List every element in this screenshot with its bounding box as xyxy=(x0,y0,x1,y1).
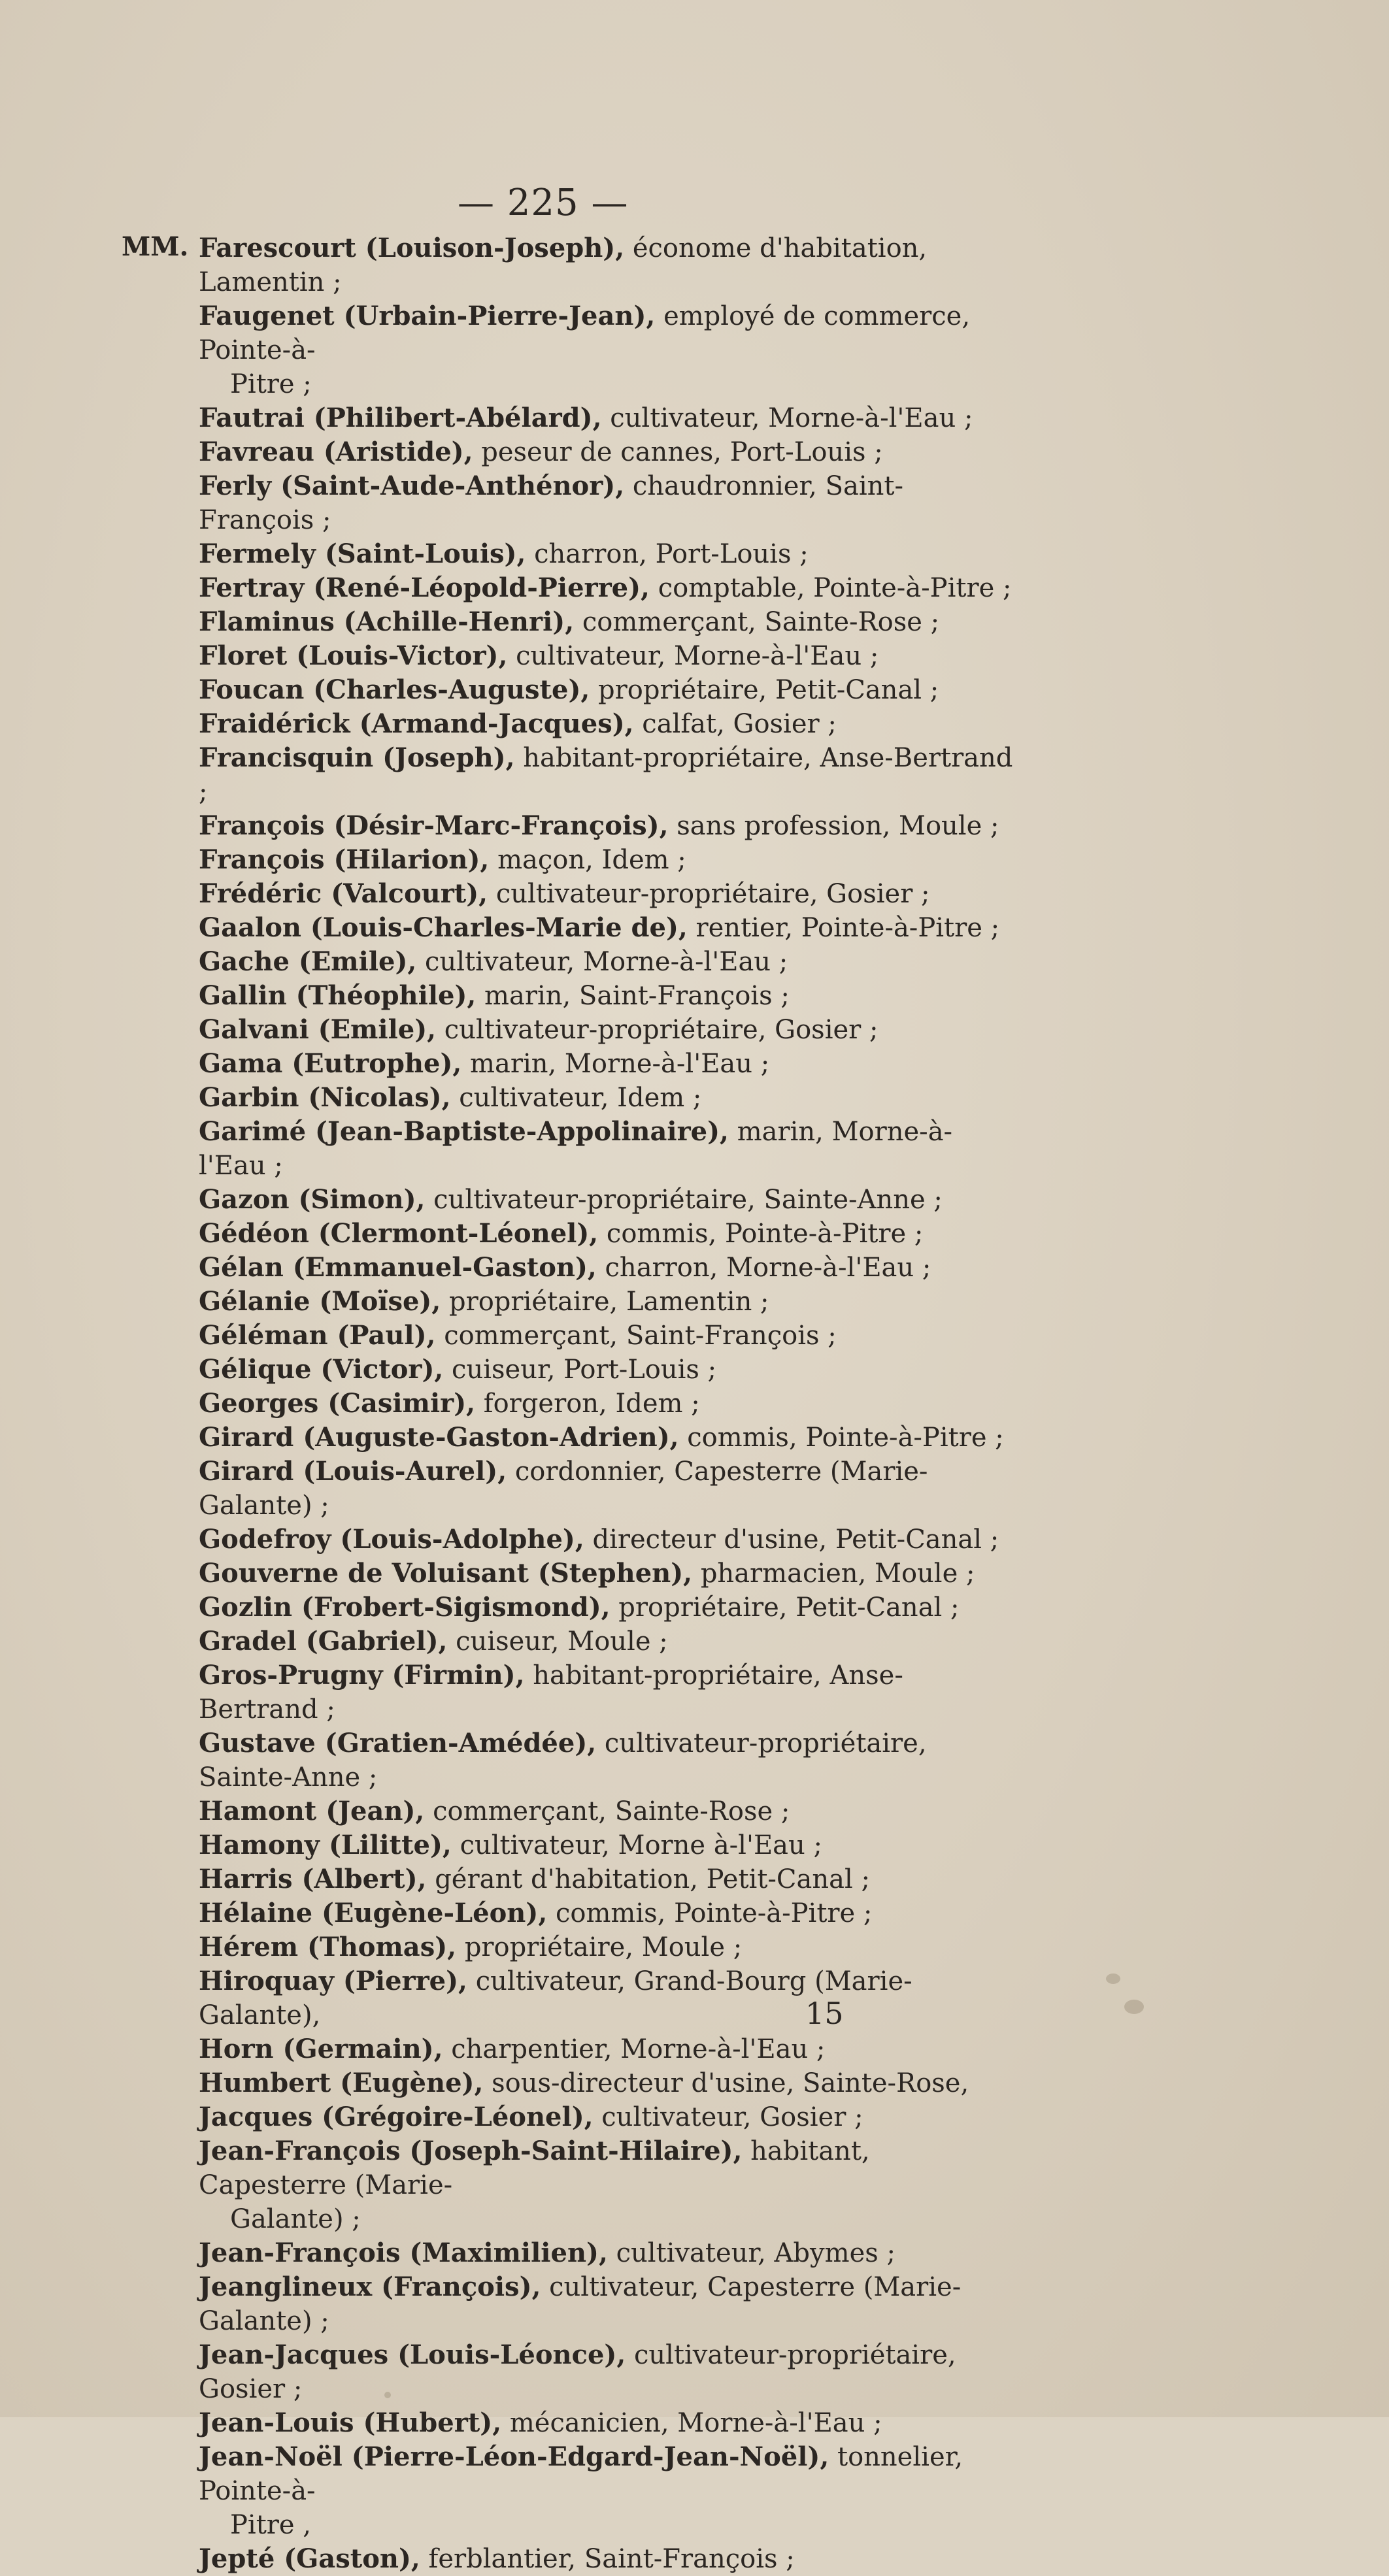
entry-detail: cuiseur, Port-Louis ; xyxy=(452,1355,717,1385)
entry-name: Gradel (Gabriel), xyxy=(199,1626,448,1657)
entry-detail: cuiseur, Moule ; xyxy=(456,1627,668,1657)
entry-name: Favreau (Aristide), xyxy=(199,437,473,467)
list-item xyxy=(122,707,1017,741)
list-item xyxy=(122,2338,1017,2406)
entry-continuation: Galante) ; xyxy=(230,2204,361,2234)
list-item xyxy=(122,1183,1017,1217)
list-item xyxy=(122,231,1017,299)
entry-name: Fermely (Saint-Louis), xyxy=(199,538,526,569)
entry-detail: maçon, Idem ; xyxy=(497,845,686,875)
list-item xyxy=(122,2270,1017,2338)
list-item xyxy=(122,605,1017,639)
entry-name: Francisquin (Joseph), xyxy=(199,742,515,773)
entry-detail: directeur d'usine, Petit-Canal ; xyxy=(592,1525,999,1555)
entry-name: Garbin (Nicolas), xyxy=(199,1082,451,1113)
entry-name: Gédéon (Clermont-Léonel), xyxy=(199,1218,599,1249)
entry-detail: charron, Morne-à-l'Eau ; xyxy=(605,1253,931,1283)
entry-name: Jacques (Grégoire-Léonel), xyxy=(199,2102,594,2132)
entry-detail: habitant-propriétaire, Anse-Bertrand ; xyxy=(199,1660,903,1725)
entry-name: Georges (Casimir), xyxy=(199,1388,476,1419)
entry-name: Fertray (René-Léopold-Pierre), xyxy=(199,572,650,603)
list-item xyxy=(122,1557,1017,1591)
list-item xyxy=(122,741,1017,809)
entry-detail: commerçant, Sainte-Rose ; xyxy=(582,607,940,637)
entry-detail: charpentier, Morne-à-l'Eau ; xyxy=(451,2034,826,2064)
entry-name: Jepté (Gaston), xyxy=(199,2543,420,2574)
list-item xyxy=(122,299,1017,401)
list-item xyxy=(122,1217,1017,1251)
entry-detail: commis, Pointe-à-Pitre ; xyxy=(606,1219,924,1249)
entry-name: Godefroy (Louis-Adolphe), xyxy=(199,1524,584,1555)
list-item xyxy=(122,1251,1017,1285)
entry-name: Farescourt (Louison-Joseph), xyxy=(199,233,625,263)
entry-detail: sans profession, Moule ; xyxy=(677,811,999,841)
entry-name: Gros-Prugny (Firmin), xyxy=(199,1660,525,1691)
list-item xyxy=(122,1115,1017,1183)
entry-name: Garimé (Jean-Baptiste-Appolinaire), xyxy=(199,1116,729,1147)
entry-detail: commerçant, Saint-François ; xyxy=(444,1321,837,1351)
entry-detail: cultivateur, Morne-à-l'Eau ; xyxy=(516,641,879,671)
entry-detail: charron, Port-Louis ; xyxy=(534,539,809,569)
entry-name: Gélanie (Moïse), xyxy=(199,1286,441,1317)
entry-name: Harris (Albert), xyxy=(199,1864,427,1894)
entry-name: Ferly (Saint-Aude-Anthénor), xyxy=(199,471,625,501)
list-item xyxy=(122,571,1017,605)
list-item xyxy=(122,1930,1017,1964)
list-item xyxy=(122,1828,1017,1862)
entry-continuation: Pitre ; xyxy=(230,369,312,399)
entry-name: Géléman (Paul), xyxy=(199,1320,436,1351)
list-item xyxy=(122,1591,1017,1625)
entry-name: Faugenet (Urbain-Pierre-Jean), xyxy=(199,301,656,331)
paper-stain xyxy=(1124,2000,1144,2014)
entry-name: Horn (Germain), xyxy=(199,2034,443,2064)
signature-mark: 15 xyxy=(805,1996,844,2031)
paper-stain xyxy=(1106,1973,1120,1984)
list-item xyxy=(122,1896,1017,1930)
list-item xyxy=(122,2236,1017,2270)
list-item xyxy=(122,1353,1017,1387)
entry-detail: économe d'habitation, Lamentin ; xyxy=(199,233,928,297)
entry-detail: cultivateur, Grand-Bourg (Marie-Galante), xyxy=(199,1966,912,2030)
entry-name: Hérem (Thomas), xyxy=(199,1932,457,1962)
entry-detail: cultivateur, Morne-à-l'Eau ; xyxy=(425,947,788,977)
entry-detail: propriétaire, Petit-Canal ; xyxy=(598,675,939,705)
entry-detail: cordonnier, Capesterre (Marie-Galante) ; xyxy=(199,1457,928,1521)
entry-detail: commis, Pointe-à-Pitre ; xyxy=(687,1423,1004,1453)
list-item xyxy=(122,877,1017,911)
entry-detail: mécanicien, Morne-à-l'Eau ; xyxy=(509,2408,882,2438)
list-item xyxy=(122,1387,1017,1421)
list-item xyxy=(122,1013,1017,1047)
entry-name: Gazon (Simon), xyxy=(199,1184,426,1215)
entry-name: Gache (Emile), xyxy=(199,946,417,977)
entry-name: Fraidérick (Armand-Jacques), xyxy=(199,708,634,739)
entry-detail: cultivateur-propriétaire, Gosier ; xyxy=(444,1015,879,1045)
entry-detail: marin, Saint-François ; xyxy=(484,981,790,1011)
list-item xyxy=(122,1794,1017,1828)
list-item xyxy=(122,673,1017,707)
list-item xyxy=(122,1285,1017,1319)
list-item xyxy=(122,1455,1017,1523)
entry-detail: pharmacien, Moule ; xyxy=(700,1559,975,1589)
entry-detail: rentier, Pointe-à-Pitre ; xyxy=(695,913,1000,943)
entry-detail: cultivateur, Idem ; xyxy=(459,1083,702,1113)
entry-name: Fautrai (Philibert-Abélard), xyxy=(199,403,602,433)
entry-detail: cultivateur, Gosier ; xyxy=(601,2102,863,2132)
list-item xyxy=(122,2100,1017,2134)
entry-detail: cultivateur, Morne-à-l'Eau ; xyxy=(610,403,973,433)
list-item xyxy=(122,2440,1017,2542)
entry-name: Gallin (Théophile), xyxy=(199,980,477,1011)
entry-name: Gélique (Victor), xyxy=(199,1354,444,1385)
entry-detail: comptable, Pointe-à-Pitre ; xyxy=(658,573,1012,603)
list-item xyxy=(122,1421,1017,1455)
entry-detail: marin, Morne-à-l'Eau ; xyxy=(470,1049,770,1079)
list-item xyxy=(122,537,1017,571)
list-item xyxy=(122,1625,1017,1659)
entry-detail: calfat, Gosier ; xyxy=(642,709,837,739)
entry-name: François (Désir-Marc-François), xyxy=(199,810,669,841)
entry-name: Gama (Eutrophe), xyxy=(199,1048,462,1079)
list-item xyxy=(122,2032,1017,2066)
list-item xyxy=(122,1523,1017,1557)
entry-name: Gouverne de Voluisant (Stephen), xyxy=(199,1558,693,1589)
entry-name: Jeanglineux (François), xyxy=(199,2271,541,2302)
entry-name: Foucan (Charles-Auguste), xyxy=(199,674,590,705)
list-item xyxy=(122,1726,1017,1794)
entry-name: Gustave (Gratien-Amédée), xyxy=(199,1728,597,1759)
entry-name: Frédéric (Valcourt), xyxy=(199,878,488,909)
list-item xyxy=(122,1319,1017,1353)
list-item xyxy=(122,1081,1017,1115)
list-item xyxy=(122,809,1017,843)
entry-detail: propriétaire, Petit-Canal ; xyxy=(618,1593,960,1623)
entry-detail: cultivateur, Abymes ; xyxy=(616,2238,895,2268)
entry-detail: cultivateur-propriétaire, Gosier ; xyxy=(495,879,930,909)
entry-detail: commerçant, Sainte-Rose ; xyxy=(433,1796,790,1826)
entry-detail: ferblantier, Saint-François ; xyxy=(428,2544,795,2574)
entry-name: Floret (Louis-Victor), xyxy=(199,640,508,671)
entry-name: Jean-François (Maximilien), xyxy=(199,2237,608,2268)
list-item xyxy=(122,1964,1017,2032)
entry-name: Girard (Auguste-Gaston-Adrien), xyxy=(199,1422,679,1453)
entry-name: Hamont (Jean), xyxy=(199,1796,425,1826)
entry-detail: cultivateur-propriétaire, Gosier ; xyxy=(199,2340,956,2404)
entry-name: Jean-Jacques (Louis-Léonce), xyxy=(199,2339,626,2370)
entry-detail: habitant-propriétaire, Anse-Bertrand ; xyxy=(199,743,1013,807)
list-item xyxy=(122,1862,1017,1896)
entry-name: Jean-François (Joseph-Saint-Hilaire), xyxy=(199,2136,743,2166)
entry-name: Humbert (Eugène), xyxy=(199,2068,484,2098)
entry-name: Hamony (Lilitte), xyxy=(199,1830,452,1860)
list-item xyxy=(122,435,1017,469)
list-item xyxy=(122,2406,1017,2440)
entry-detail: tonnelier, Pointe-à- xyxy=(199,2442,963,2506)
list-item xyxy=(122,401,1017,435)
list-item xyxy=(122,843,1017,877)
entry-name: François (Hilarion), xyxy=(199,844,490,875)
entry-continuation: Pitre , xyxy=(230,2510,312,2540)
list-item xyxy=(122,2066,1017,2100)
entry-name: Hiroquay (Pierre), xyxy=(199,1966,467,1996)
entry-name: Hélaine (Eugène-Léon), xyxy=(199,1898,548,1928)
list-item xyxy=(122,469,1017,537)
entry-detail: chaudronnier, Saint-François ; xyxy=(199,471,903,535)
entry-name: Girard (Louis-Aurel), xyxy=(199,1456,507,1487)
entry-detail: gérant d'habitation, Petit-Canal ; xyxy=(435,1864,870,1894)
paper-stain xyxy=(384,2392,391,2398)
list-item xyxy=(122,945,1017,979)
entry-detail: commis, Pointe-à-Pitre ; xyxy=(555,1898,873,1928)
prefix-mm: MM. xyxy=(122,231,189,262)
entry-detail: forgeron, Idem ; xyxy=(483,1389,700,1419)
entry-detail: cultivateur, Capesterre (Marie-Galante) ; xyxy=(199,2272,962,2336)
entry-name: Galvani (Emile), xyxy=(199,1014,437,1045)
name-list xyxy=(122,231,1017,2576)
list-item xyxy=(122,979,1017,1013)
entry-name: Gélan (Emmanuel-Gaston), xyxy=(199,1252,597,1283)
entry-detail: cultivateur-propriétaire, Sainte-Anne ; xyxy=(433,1185,943,1215)
entry-detail: employé de commerce, Pointe-à- xyxy=(199,301,971,365)
entry-detail: sous-directeur d'usine, Sainte-Rose, xyxy=(492,2068,969,2098)
list-item xyxy=(122,1659,1017,1726)
entry-detail: propriétaire, Moule ; xyxy=(464,1932,743,1962)
entry-detail: propriétaire, Lamentin ; xyxy=(449,1287,769,1317)
entry-detail: cultivateur-propriétaire, Sainte-Anne ; xyxy=(199,1728,927,1792)
list-item xyxy=(122,2542,1017,2576)
entry-detail: cultivateur, Morne à-l'Eau ; xyxy=(460,1830,822,1860)
entry-name: Gozlin (Frobert-Sigismond), xyxy=(199,1592,611,1623)
list-item xyxy=(122,1047,1017,1081)
entry-name: Jean-Noël (Pierre-Léon-Edgard-Jean-Noël), xyxy=(199,2441,829,2472)
list-item xyxy=(122,639,1017,673)
entry-name: Gaalon (Louis-Charles-Marie de), xyxy=(199,912,688,943)
list-item xyxy=(122,911,1017,945)
page-number: — 225 — xyxy=(458,182,629,224)
list-item xyxy=(122,2134,1017,2236)
entry-detail: habitant, Capesterre (Marie- xyxy=(199,2136,870,2200)
entry-detail: marin, Morne-à-l'Eau ; xyxy=(199,1117,953,1181)
entry-name: Jean-Louis (Hubert), xyxy=(199,2407,502,2438)
entry-name: Flaminus (Achille-Henri), xyxy=(199,606,575,637)
entry-detail: peseur de cannes, Port-Louis ; xyxy=(481,437,883,467)
